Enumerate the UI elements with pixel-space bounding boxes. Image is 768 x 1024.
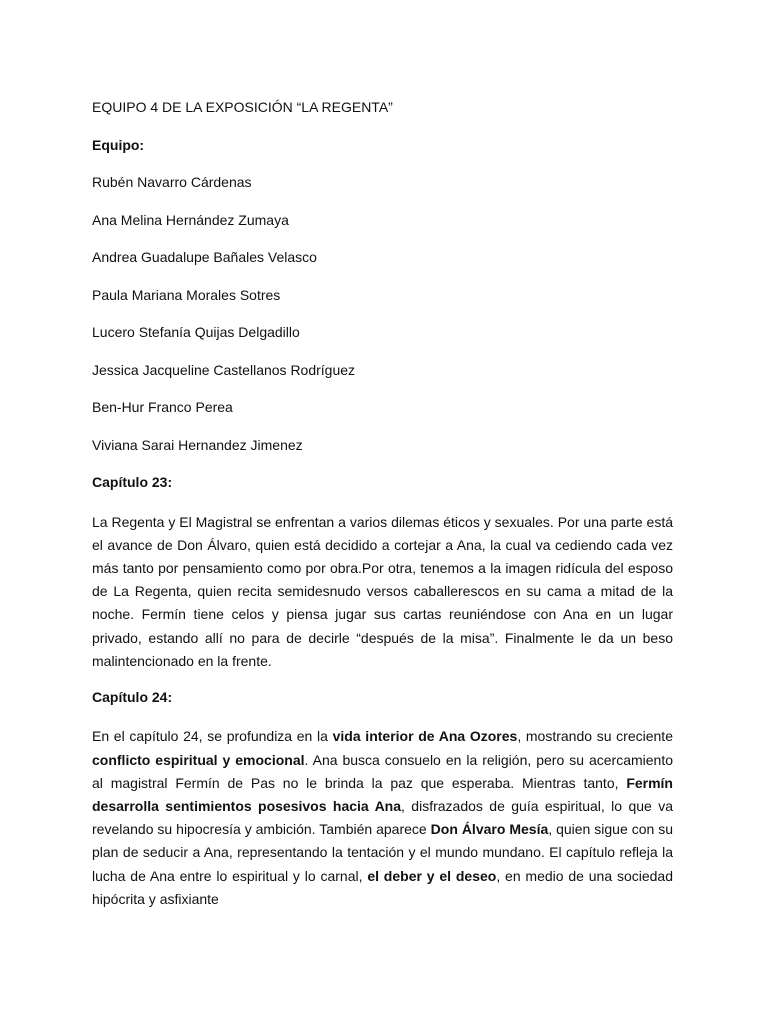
chapter-24-bold: el deber y el deseo bbox=[367, 867, 497, 884]
chapter-24-bold: conflicto espiritual y emocional bbox=[92, 751, 305, 768]
chapter-24-text: , disfrazados de guía espiritual, lo que va revelando su hipocresía y ambición. También aparece bbox=[92, 798, 673, 838]
team-member: Ana Melina Hernández Zumaya bbox=[92, 211, 289, 228]
team-member-list bbox=[92, 173, 673, 454]
chapter-24-text: . Ana busca consuelo en la religión, pero su acercamiento al magistral Fermín de Pas no le brinda la paz que esperaba. Mientras tanto, bbox=[92, 751, 673, 791]
chapter-24-text: , quien sigue con su plan de seducir a Ana, representando la tentación y el mundo mundano. El capítulo refleja la lucha de Ana entre lo espiritual y lo carnal, bbox=[92, 821, 673, 884]
chapter-23-paragraph: La Regenta y El Magistral se enfrentan a varios dilemas éticos y sexuales. Por una parte está el avance de Don Álvaro, quien está decidido a cortejar a Ana, la cual va cediendo cada vez más tanto por pensamiento como por obra.Por otra, tenemos a la imagen ridícula del esposo de La Regenta, quien recita semidesnudo versos caballerescos en su cama a mitad de la noche. Fermín tiene celos y piensa jugar sus cartas reuniéndose con Ana en un lugar privado, estando allí no para de decirle “después de la misa”. Finalmente le da un beso malintencionado en la frente. bbox=[92, 513, 673, 669]
team-member: Rubén Navarro Cárdenas bbox=[92, 174, 252, 190]
chapter-24-bold: Fermín desarrolla sentimientos posesivos hacia Ana bbox=[92, 774, 673, 815]
team-member: Lucero Stefanía Quijas Delgadillo bbox=[92, 324, 300, 340]
chapter-24-paragraph bbox=[92, 725, 673, 911]
team-member: Andrea Guadalupe Bañales Velasco bbox=[92, 249, 317, 265]
team-member: Viviana Sarai Hernandez Jimenez bbox=[92, 436, 303, 453]
chapter-23-heading: Capítulo 23: bbox=[92, 474, 173, 490]
chapter-24-text: En el capítulo 24, se profundiza en la bbox=[92, 728, 333, 745]
chapter-24-heading: Capítulo 24: bbox=[92, 688, 173, 705]
team-member: Ben-Hur Franco Perea bbox=[92, 399, 233, 415]
chapter-24-bold: Don Álvaro Mesía bbox=[430, 821, 549, 838]
team-heading: Equipo: bbox=[92, 136, 145, 153]
chapter-24-text: , en medio de una sociedad hipócrita y asfixiante bbox=[92, 867, 673, 907]
team-member: Paula Mariana Morales Sotres bbox=[92, 286, 281, 303]
document-title: EQUIPO 4 DE LA EXPOSICIÓN “LA REGENTA” bbox=[92, 99, 393, 115]
chapter-24-bold: vida interior de Ana Ozores bbox=[332, 728, 518, 745]
team-member: Jessica Jacqueline Castellanos Rodríguez bbox=[92, 361, 356, 378]
chapter-24-text: , mostrando su creciente bbox=[517, 728, 673, 745]
document-body bbox=[92, 98, 673, 926]
